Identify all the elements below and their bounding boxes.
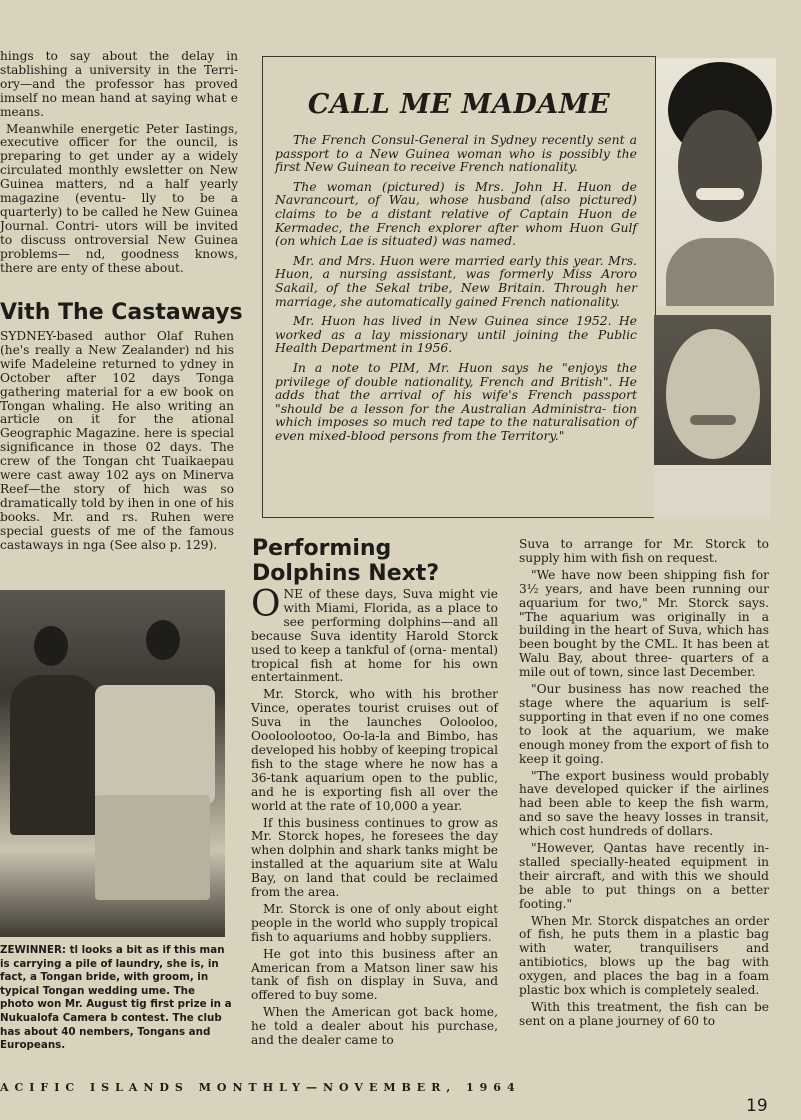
article-paragraph: The French Consul-General in Sydney recently sent a passport to a New Guinea woman who is possibly the first New Guinean to receive French nationality. <box>275 132 637 175</box>
dolphins-title-line2: Dolphins Next? <box>252 561 440 586</box>
dolphins-paragraph: When Mr. Storck dispatches an order of fish, he puts them in a plastic bag with water, tranquilisers and antibiotics, blows up the bag with oxygen, and places the bag in a foam plastic box which is completely sealed. <box>519 913 769 998</box>
dolphins-paragraph: Mr. Storck, who with his brother Vince, operates tourist cruises out of Suva in the launches Oolooloo, Oooloolootoo, Oo-la-la and Bimbo, has developed his hobby of keeping tropical fish to the stage where he now has a 36-tank aquarium open to the public, and he is exporting fish all over the world at the rate of 10,000 a year. <box>251 687 498 813</box>
page-number: 19 <box>746 1096 768 1116</box>
article-paragraph: Mr. Huon has lived in New Guinea since 1952. He worked as a lay missionary until joining the Public Health Department in 1956. <box>275 313 637 356</box>
mr-huon-photo <box>654 315 771 519</box>
article-title: CALL ME MADAME <box>307 89 611 120</box>
dolphins-paragraph: "However, Qantas have recently in- stalled specially-heated equipment in their aircraft, and with this we should be able to put things on a better footing." <box>519 841 769 911</box>
dolphins-paragraph: "The export business would probably have developed quicker if the airlines had been able to keep the fish warm, and so save the heavy losses in transit, which cost hundreds of dollars. <box>519 768 769 839</box>
tongan-wedding-photo <box>0 590 225 937</box>
intro-paragraph: Meanwhile energetic Peter Iastings, executive officer for the ouncil, is preparing to get under ay a widely circulated monthly ewsletter on New Guinea matters, nd a half yearly magazine (eventu- lly to be a quarterly) to be called he New Guinea Journal. Contri- utors will be invited to discuss ontroversial New Guinea problems— nd, goodness knows, there are enty of these about. <box>0 121 238 275</box>
call-me-madame-box <box>262 56 656 518</box>
dolphins-title-line1: Performing <box>252 536 392 561</box>
dolphins-paragraph: "Our business has now reached the stage where the aquarium is self- supporting in that even if no one comes to look at the aquarium, we make enough money from the export of fish to keep it going. <box>519 682 769 766</box>
dropcap: O <box>251 584 281 625</box>
castaways-body <box>0 330 234 556</box>
article-paragraph: In a note to PIM, Mr. Huon says he "enjoys the privilege of double nationality, French and British". He adds that the arrival of his wife's French passport "should be a lesson for the Australian Administra- tion which imposes so much red tape to the naturalisation of even mixed-blood persons from the Territory." <box>275 359 637 443</box>
dolphins-column-left <box>251 584 498 1051</box>
dolphins-paragraph: Mr. Storck is one of only about eight people in the world who supply tropical fish to aquariums and hobby suppliers. <box>251 901 498 944</box>
dolphins-column-right <box>519 538 769 1032</box>
running-footer: ACIFIC ISLANDS MONTHLY—NOVEMBER, 1964 <box>0 1081 521 1094</box>
castaways-heading: Vith The Castaways <box>0 300 243 325</box>
dolphins-paragraph: When the American got back home, he told a dealer about his purchase, and the dealer came to <box>251 1005 498 1048</box>
dolphins-first-text: NE of these days, Suva might vie with Miami, Florida, as a place to see performing dolphins—and all because Suva identity Harold Storck used to keep a tankful of (orna- mental) tropical fish at home for his own entertainment. <box>251 587 498 685</box>
dolphins-paragraph: With this treatment, the fish can be sent on a plane journey of 60 to <box>519 1000 769 1028</box>
dolphins-paragraph: Suva to arrange for Mr. Storck to supply him with fish on request. <box>519 537 769 565</box>
dolphins-first-paragraph <box>251 584 498 685</box>
dolphins-title <box>252 536 492 586</box>
mrs-huon-photo <box>656 58 776 306</box>
left-column-intro <box>0 50 238 279</box>
dolphins-paragraph: He got into this business after an American from a Matson liner saw his tank of fish on display in Suva, and offered to buy some. <box>251 946 498 1003</box>
photo-caption: ZEWINNER: tl looks a bit as if this man is carrying a pile of laundry, she is, in fact, a Tongan bride, with groom, in typical Tongan wedding ume. The photo won Mr. August tig first prize in a Nukualofa Camera b contest. The club has about 40 nembers, Tongans and Europeans. <box>0 944 232 1052</box>
article-body <box>275 133 637 448</box>
intro-paragraph: hings to say about the delay in stablishing a university in the Terri- ory—and the professor has proved imself no mean hand at saying what e means. <box>0 49 238 119</box>
dolphins-paragraph: "We have now been shipping fish for 3½ years, and have been running our aquarium for two," Mr. Storck says. "The aquarium was originally in a building in the heart of Suva, which has been bought by the CML. It has been at Walu Bay, about three- quarters of a mile out of town, since last December. <box>519 567 769 680</box>
dolphins-paragraph: If this business continues to grow as Mr. Storck hopes, he foresees the day when dolphin and shark tanks might be installed at the aquarium site at Walu Bay, on land that could be reclaimed from the area. <box>251 815 498 900</box>
castaways-paragraph: SYDNEY-based author Olaf Ruhen (he's really a New Zealander) nd his wife Madeleine returned to ydney in October after 102 days Tonga gathering material for a ew book on Tongan whaling. He also writing an article on it for the ational Geographic Magazine. here is special significance in those 02 days. The crew of the Tongan cht Tuaikaepau were cast away 102 ays on Minerva Reef—the story of hich was so dramatically told by ihen in one of his books. Mr. and rs. Ruhen were special guests of me of the famous castaways in nga (See also p. 129). <box>0 329 234 552</box>
article-paragraph: Mr. and Mrs. Huon were married early this year. Mrs. Huon, a nursing assistant, was formerly Miss Aroro Sakail, of the Sekal tribe, New Britain. Through her marriage, she automatically gained French nationality. <box>275 252 637 309</box>
article-paragraph: The woman (pictured) is Mrs. John H. Huon de Navrancourt, of Wau, whose husband (also pictured) claims to be a distant relative of Captain Huon de Kermadec, the French explorer after whom Huon Gulf (on which Lae is situated) was named. <box>275 178 637 249</box>
